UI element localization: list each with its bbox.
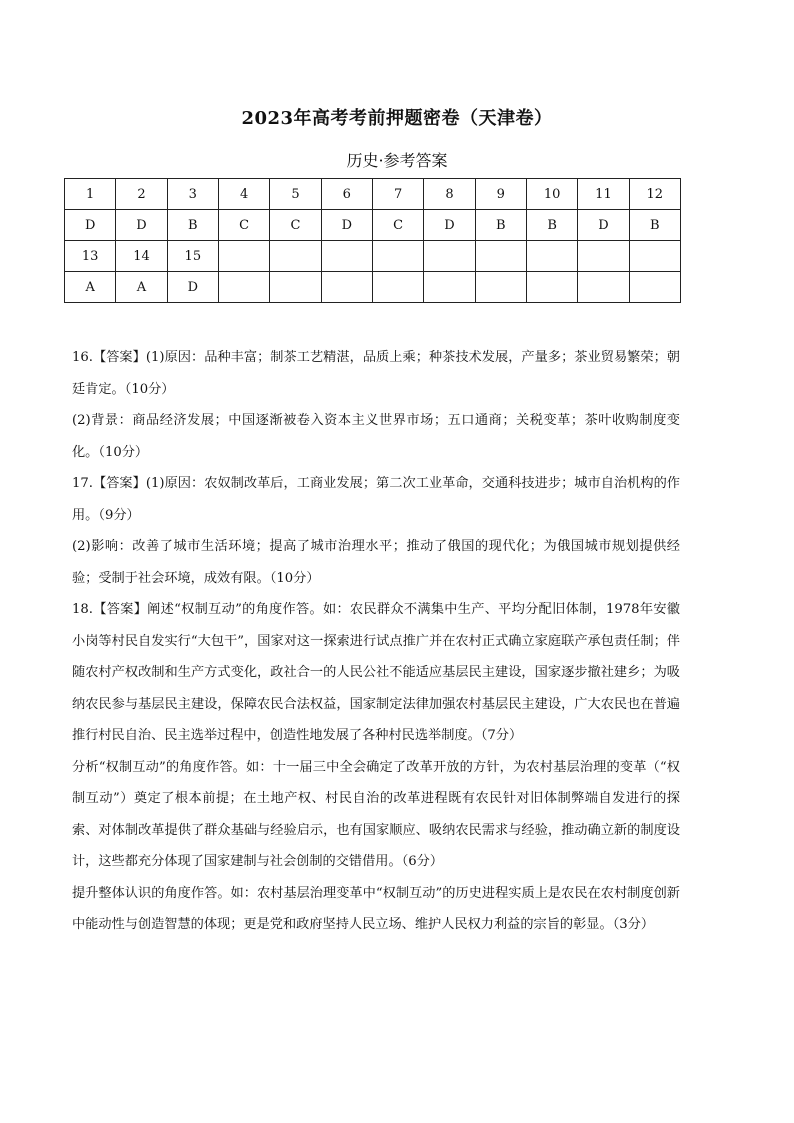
- answer-paragraph: (2)背景：商品经济发展；中国逐渐被卷入资本主义世界市场；五口通商；关税变革；茶叶收购制度变化。（10分）: [72, 413, 680, 460]
- table-cell: C: [270, 210, 321, 241]
- table-cell: B: [526, 210, 577, 241]
- table-cell: [372, 241, 423, 272]
- table-cell: [424, 241, 475, 272]
- answer-row: [65, 210, 681, 241]
- table-cell: [321, 241, 372, 272]
- table-cell: B: [475, 210, 526, 241]
- table-cell: [475, 272, 526, 303]
- table-cell: D: [578, 210, 629, 241]
- question-number-row: [65, 241, 681, 272]
- table-cell: [526, 272, 577, 303]
- table-cell: [526, 241, 577, 272]
- table-cell: [578, 241, 629, 272]
- table-cell: D: [167, 272, 218, 303]
- table-cell: 10: [526, 179, 577, 210]
- table-cell: D: [65, 210, 116, 241]
- answer-table: [64, 178, 681, 303]
- table-cell: 12: [629, 179, 680, 210]
- table-cell: C: [218, 210, 269, 241]
- table-cell: 9: [475, 179, 526, 210]
- table-cell: B: [167, 210, 218, 241]
- table-cell: 7: [372, 179, 423, 210]
- table-cell: D: [424, 210, 475, 241]
- table-cell: [270, 272, 321, 303]
- table-cell: 6: [321, 179, 372, 210]
- table-cell: B: [629, 210, 680, 241]
- table-cell: [321, 272, 372, 303]
- table-cell: [270, 241, 321, 272]
- table-cell: [424, 272, 475, 303]
- table-cell: 1: [65, 179, 116, 210]
- table-cell: C: [372, 210, 423, 241]
- table-cell: A: [116, 272, 167, 303]
- table-cell: 14: [116, 241, 167, 272]
- answer-section: [72, 342, 680, 941]
- table-cell: 3: [167, 179, 218, 210]
- answer-paragraph: (2)影响：改善了城市生活环境；提高了城市治理水平；推动了俄国的现代化；为俄国城市规划提供经验；受制于社会环境，成效有限。（10分）: [72, 539, 680, 586]
- table-cell: 13: [65, 241, 116, 272]
- table-cell: 5: [270, 179, 321, 210]
- answer-paragraph: 分析“权制互动”的角度作答。如：十一届三中全会确定了改革开放的方针，为农村基层治理的变革（“权制互动”）奠定了根本前提；在土地产权、村民自治的改革进程既有农民针对旧体制弊端自发进行的探索、对体制改革提供了群众基础与经验启示，也有国家顺应、吸纳农民需求与经验，推动确立新的制度设计，这些都充分体现了国家建制与社会创制的交错借用。（6分）: [72, 759, 680, 869]
- table-cell: D: [321, 210, 372, 241]
- page-title: 2023年高考考前押题密卷（天津卷）: [241, 108, 553, 129]
- table-cell: 8: [424, 179, 475, 210]
- answer-paragraph: 16.【答案】(1)原因：品种丰富；制茶工艺精湛，品质上乘；种茶技术发展，产量多；茶业贸易繁荣；朝廷肯定。（10分）: [72, 350, 680, 397]
- table-cell: [578, 272, 629, 303]
- page-subtitle: 历史·参考答案: [346, 151, 448, 170]
- table-cell: [475, 241, 526, 272]
- table-cell: 4: [218, 179, 269, 210]
- table-cell: D: [116, 210, 167, 241]
- table-cell: [629, 241, 680, 272]
- table-cell: [372, 272, 423, 303]
- table-cell: [218, 272, 269, 303]
- answer-paragraph: 17.【答案】(1)原因：农奴制改革后，工商业发展；第二次工业革命，交通科技进步；城市自治机构的作用。（9分）: [72, 476, 680, 523]
- table-cell: [629, 272, 680, 303]
- table-cell: 11: [578, 179, 629, 210]
- table-cell: 2: [116, 179, 167, 210]
- answer-paragraph: 18.【答案】阐述“权制互动”的角度作答。如：农民群众不满集中生产、平均分配旧体制，1978年安徽小岗等村民自发实行“大包干”，国家对这一探索进行试点推广并在农村正式确立家庭联产承包责任制；伴随农村产权改制和生产方式变化，政社合一的人民公社不能适应基层民主建设，国家逐步撤社建乡；为吸纳农民参与基层民主建设，保障农民合法权益，国家制定法律加强农村基层民主建设，广大农民也在普遍推行村民自治、民主选举过程中，创造性地发展了各种村民选举制度。（7分）: [72, 602, 680, 743]
- table-cell: 15: [167, 241, 218, 272]
- answer-paragraph: 提升整体认识的角度作答。如：农村基层治理变革中“权制互动”的历史进程实质上是农民在农村制度创新中能动性与创造智慧的体现；更是党和政府坚持人民立场、维护人民权力利益的宗旨的彰显。（3分）: [72, 885, 680, 932]
- table-cell: [218, 241, 269, 272]
- question-number-row: [65, 179, 681, 210]
- table-cell: A: [65, 272, 116, 303]
- answer-row: [65, 272, 681, 303]
